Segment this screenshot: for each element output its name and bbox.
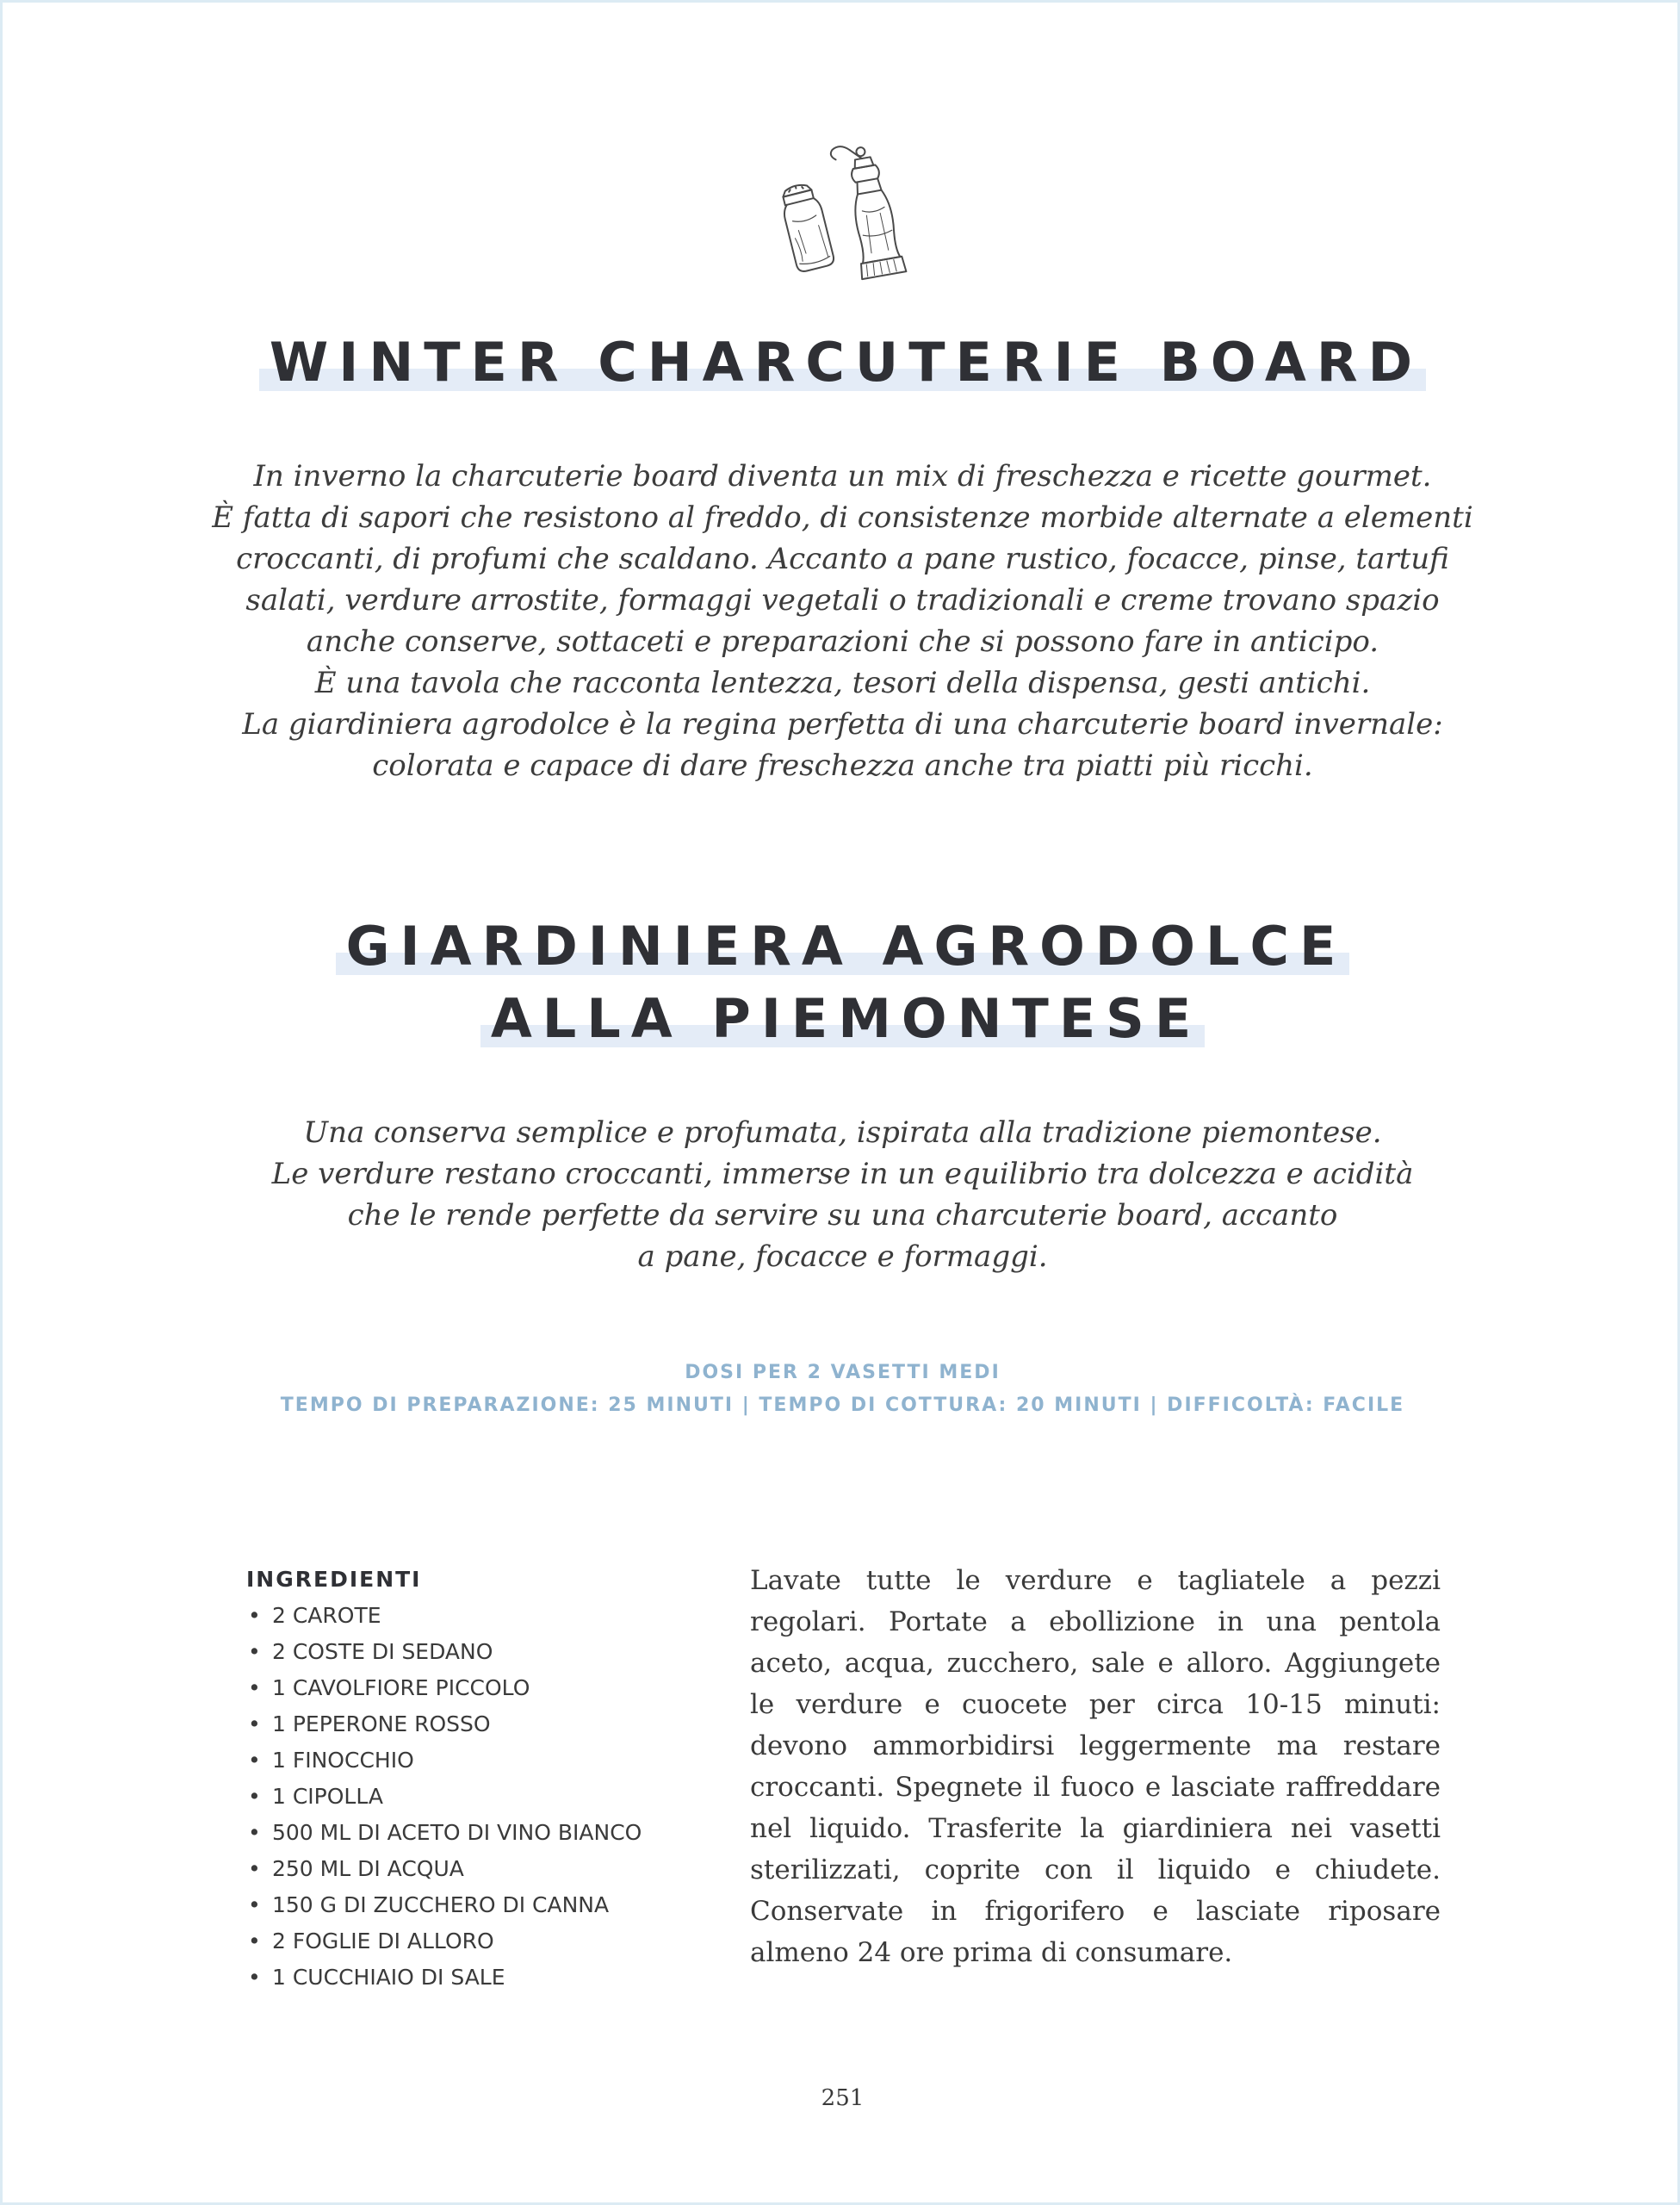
intro-line: È una tavola che racconta lentezza, tesori della dispensa, gesti antichi.	[314, 666, 1371, 700]
recipe-intro-line: Una conserva semplice e profumata, ispirata alla tradizione piemontese.	[303, 1115, 1382, 1150]
ingredients-list	[246, 1598, 711, 1996]
ingredient-item: • 1 CIPOLLA	[246, 1779, 711, 1815]
ingredient-item: • 500 ML DI ACETO DI VINO BIANCO	[246, 1815, 711, 1851]
intro-line: anche conserve, sottaceti e preparazioni che si possono fare in anticipo.	[306, 624, 1379, 659]
ingredient-item: • 2 COSTE DI SEDANO	[246, 1634, 711, 1670]
intro-line: colorata e capace di dare freschezza anche tra piatti più ricchi.	[372, 748, 1313, 783]
method-paragraph: Lavate tutte le verdure e tagliatele a pezzi regolari. Portate a ebollizione in una pentola aceto, acqua, zucchero, sale e alloro. Aggiungete le verdure e cuocete per circa 10-15 minuti: devono ammorbidirsi leggermente ma restare croccanti. Spegnete il fuoco e lasciate raffreddare nel liquido. Trasferite la giardiniera nei vasetti sterilizzati, coprite con il liquido e chiudete. Conservate in frigorifero e lasciate riposare almeno 24 ore prima di consumare.	[750, 1565, 1441, 1968]
ingredient-item: • 1 PEPERONE ROSSO	[246, 1706, 711, 1742]
ingredient-item: • 150 G DI ZUCCHERO DI CANNA	[246, 1887, 711, 1923]
ingredients-title: INGREDIENTI	[246, 1567, 422, 1592]
intro-line: In inverno la charcuterie board diventa un mix di freschezza e ricette gourmet.	[253, 459, 1432, 494]
intro-line: È fatta di sapori che resistono al freddo, di consistenze morbide alternate a elementi	[212, 500, 1473, 535]
recipe-intro-line: a pane, focacce e formaggi.	[637, 1239, 1048, 1274]
ingredient-item: • 1 CAVOLFIORE PICCOLO	[246, 1670, 711, 1706]
recipe-meta	[3, 1357, 1680, 1422]
ingredient-item: • 2 CAROTE	[246, 1598, 711, 1634]
intro-line: croccanti, di profumi che scaldano. Accanto a pane rustico, focacce, pinse, tartufi	[236, 542, 1449, 576]
ingredient-item: • 2 FOGLIE DI ALLORO	[246, 1923, 711, 1960]
ingredient-item: • 250 ML DI ACQUA	[246, 1851, 711, 1887]
servings-info: DOSI PER 2 VASETTI MEDI	[685, 1362, 1001, 1383]
salt-and-pepper-shakers-icon	[760, 132, 924, 287]
ingredients-section	[246, 1562, 711, 1996]
main-title-text: WINTER CHARCUTERIE BOARD	[259, 331, 1426, 394]
ingredient-item: • 1 FINOCCHIO	[246, 1742, 711, 1779]
recipe-title-line-1: GIARDINIERA AGRODOLCE	[336, 915, 1350, 978]
recipe-intro-paragraph	[175, 1112, 1510, 1277]
intro-line: La giardiniera agrodolce è la regina perfetta di una charcuterie board invernale:	[242, 707, 1443, 742]
intro-paragraph	[175, 456, 1510, 786]
main-title	[3, 326, 1680, 399]
recipe-intro-line: Le verdure restano croccanti, immerse in un equilibrio tra dolcezza e acidità	[271, 1157, 1414, 1191]
recipe-title-line-2: ALLA PIEMONTESE	[480, 987, 1205, 1050]
page-number: 251	[821, 2085, 865, 2111]
recipe-title	[3, 910, 1680, 1055]
time-difficulty-info: TEMPO DI PREPARAZIONE: 25 MINUTI | TEMPO DI COTTURA: 20 MINUTI | DIFFICOLTÀ: FACILE	[280, 1394, 1405, 1416]
ingredient-item: • 1 CUCCHIAIO DI SALE	[246, 1960, 711, 1996]
recipe-intro-line: che le rende perfette da servire su una charcuterie board, accanto	[347, 1198, 1338, 1233]
intro-line: salati, verdure arrostite, formaggi vegetali o tradizionali e creme trovano spazio	[245, 583, 1440, 618]
